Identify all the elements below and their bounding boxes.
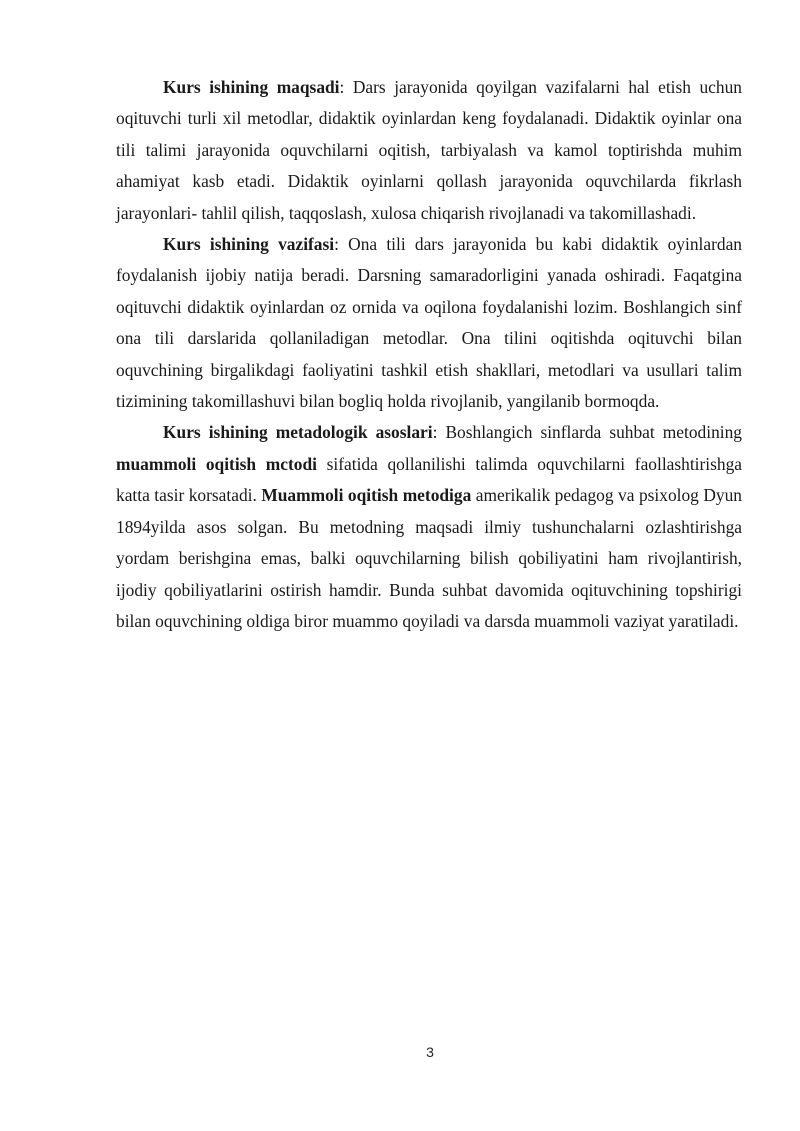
page-number: 3 — [426, 1044, 434, 1060]
paragraph-text-goal: : Dars jarayonida qoyilgan vazifalarni hal etish uchun oqituvchi turli xil metodlar, didaktik oyinlardan keng foydalanadi. Didaktik oyinlar ona tili talimi jarayonida oquvchilarni oqitish, tarbiyalash va kamol toptirishda muhim ahamiyat kasb etadi. Didaktik oyinlarni qollash jarayonida oquvchilarda fikrlash jarayonlari- tahlil qilish, taqqoslash, xulosa chiqarish rivojlanadi va takomillashadi. — [116, 77, 742, 223]
paragraph-text-methodology-3: amerikalik pedagog va psixolog Dyun 1894yilda asos solgan. Bu metodning maqsadi ilmiy tushunchalarni ozlashtirishga yordam berishgina emas, balki oquvchilarning bilish qobiliyatini ham rivojlantirish, ijodiy qobiliyatlarini ostirish hamdir. Bunda suhbat davomida oqituvchining topshirigi bilan oquvchining oldiga biror muammo qoyiladi va darsda muammoli vaziyat yaratiladi. — [116, 485, 743, 631]
bold-term-problem-method-2: Muammoli oqitish metodiga — [261, 485, 472, 506]
document-body — [116, 72, 742, 637]
paragraph-text-task: : Ona tili dars jarayonida bu kabi didaktik oyinlardan foydalanish ijobiy natija beradi. Darsning samaradorligini yanada oshiradi. Faqatgina oqituvchi didaktik oyinlardan oz ornida va oqilona foydalanishi lozim. Boshlangich sinf ona tili darslarida qollaniladigan metodlar. Ona tilini oqitishda oqituvchi bilan oquvchining birgalikdagi faoliyatini tashkil etish shakllari, metodlari va usullari talim tizimining takomillashuvi bilan bogliq holda rivojlanib, yangilanib bormoqda. — [116, 234, 742, 412]
paragraph-goal — [116, 72, 742, 229]
paragraph-heading-task: Kurs ishining vazifasi — [163, 234, 335, 255]
paragraph-text-methodology-1: : Boshlangich sinflarda suhbat metodining — [432, 422, 742, 443]
bold-term-problem-method: muammoli oqitish mctodi — [116, 453, 317, 474]
paragraph-task — [116, 229, 742, 417]
paragraph-methodology — [116, 417, 742, 637]
paragraph-heading-methodology: Kurs ishining metadologik asoslari — [163, 422, 433, 443]
paragraph-heading-goal: Kurs ishining maqsadi — [163, 77, 340, 97]
paragraph-text-methodology-2: sifatida qollanilishi talimda oquvchilarni faollashtirishga katta tasir korsatadi. — [116, 453, 742, 506]
